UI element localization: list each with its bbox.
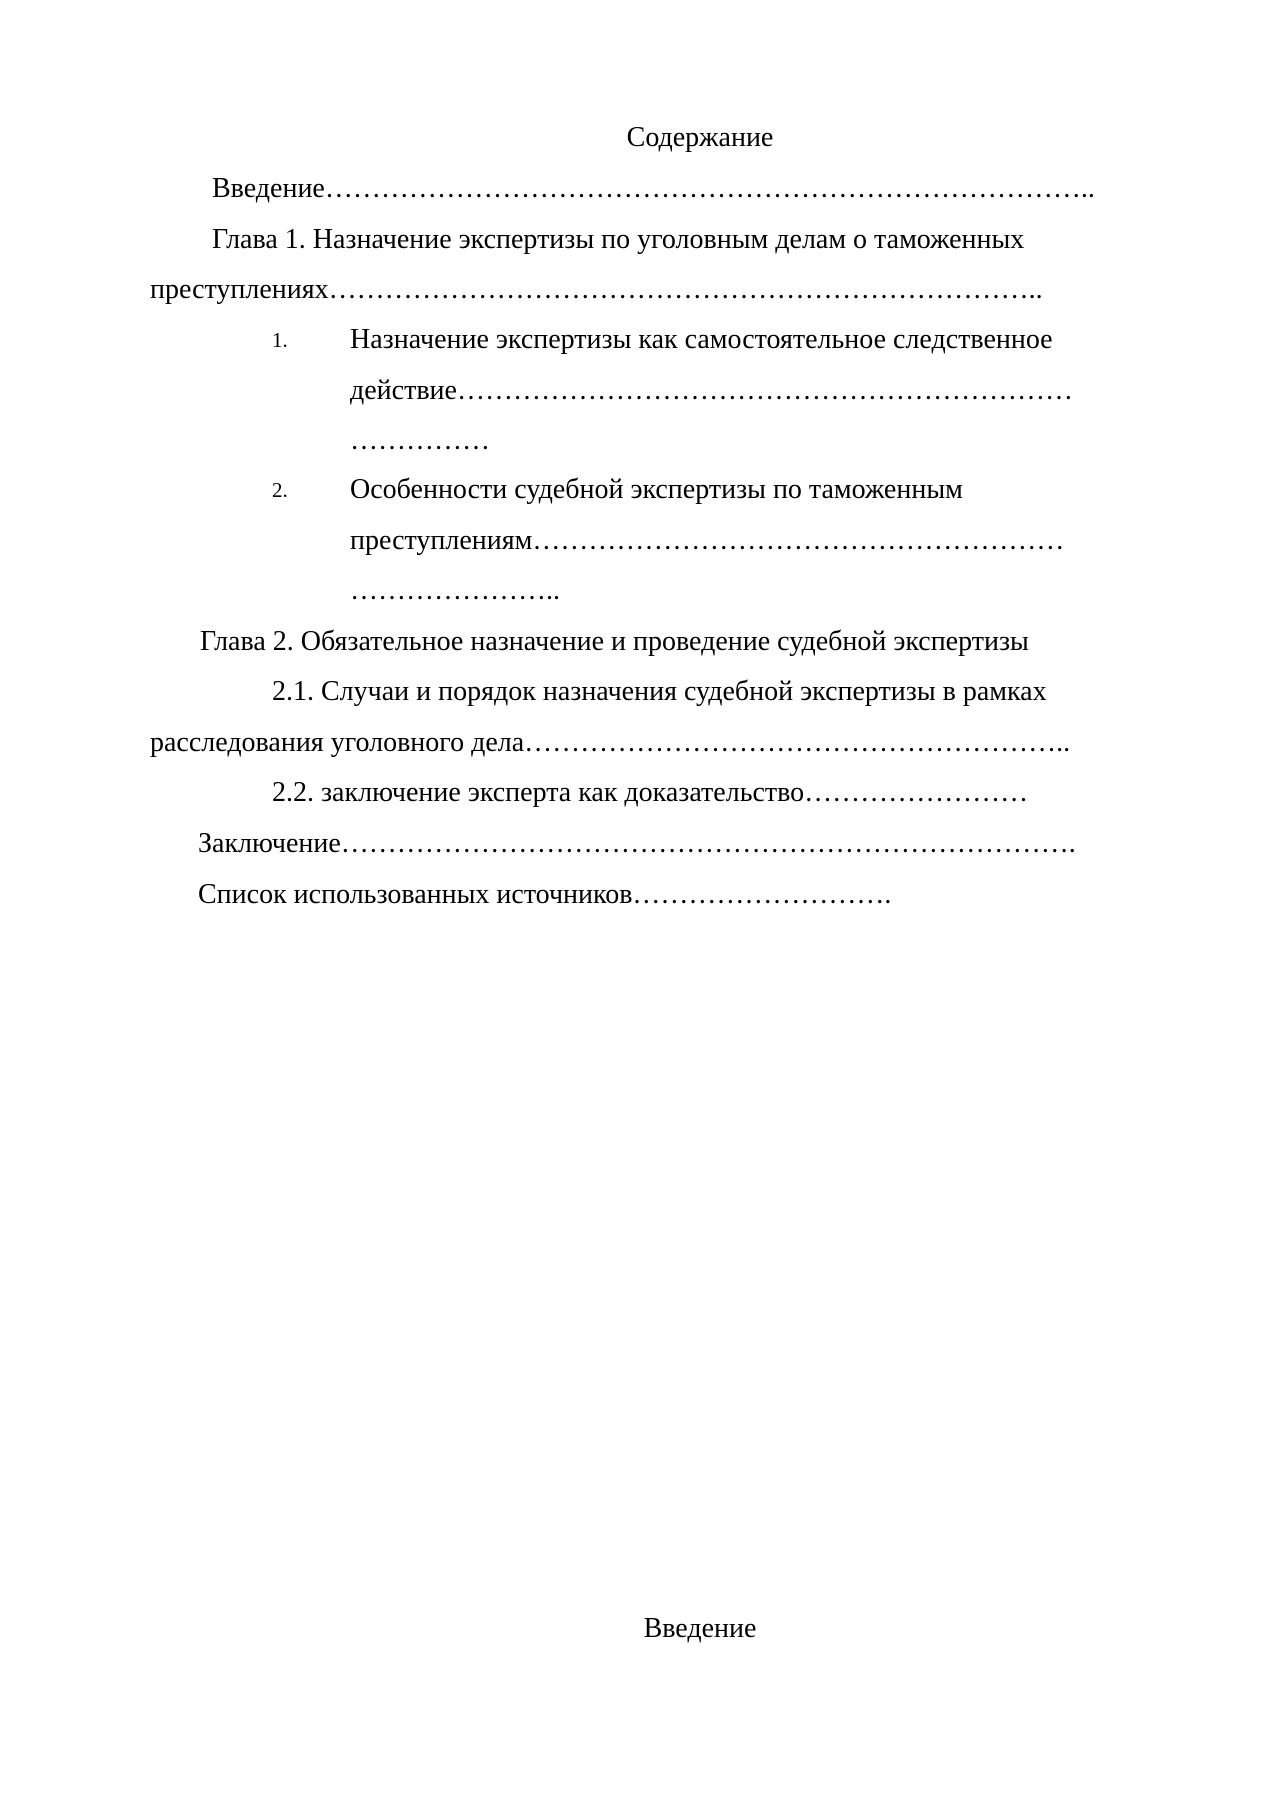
toc-entry-section-2-2: 2.2. заключение эксперта как доказательство…………………… (272, 777, 1029, 808)
toc-entry-section-1-2-leader: ………………….. (350, 575, 560, 606)
section-title-introduction: Введение (643, 1613, 757, 1644)
toc-entry-section-2-1-continued: расследования уголовного дела………………………………………………….. (150, 727, 1071, 758)
toc-entry-references: Список использованных источников………………………. (198, 879, 892, 910)
toc-item-number: 1. (272, 328, 288, 352)
toc-entry-section-1-1-leader: …………… (350, 425, 490, 456)
toc-entry-introduction: Введение……………………………………………………………………….. (212, 173, 1095, 204)
toc-title: Содержание (626, 122, 774, 153)
toc-entry-section-1-1-continued: действие………………………………………………………… (350, 375, 1073, 406)
toc-entry-section-1-2: Особенности судебной экспертизы по таможенным (350, 474, 963, 505)
toc-item-number: 2. (272, 478, 288, 502)
toc-entry-chapter-1: Глава 1. Назначение экспертизы по уголовным делам о таможенных (212, 224, 1025, 255)
toc-entry-conclusion: Заключение……………………………………………………………………. (198, 828, 1076, 859)
toc-entry-chapter-1-continued: преступлениях………………………………………………………………….. (150, 274, 1043, 305)
toc-entry-chapter-2: Глава 2. Обязательное назначение и проведение судебной экспертизы (200, 626, 1029, 657)
toc-entry-section-1-2-continued: преступлениям………………………………………………… (350, 525, 1065, 556)
toc-entry-section-2-1: 2.1. Случаи и порядок назначения судебной экспертизы в рамках (272, 676, 1047, 707)
toc-entry-section-1-1: Назначение экспертизы как самостоятельное следственное (350, 324, 1053, 355)
